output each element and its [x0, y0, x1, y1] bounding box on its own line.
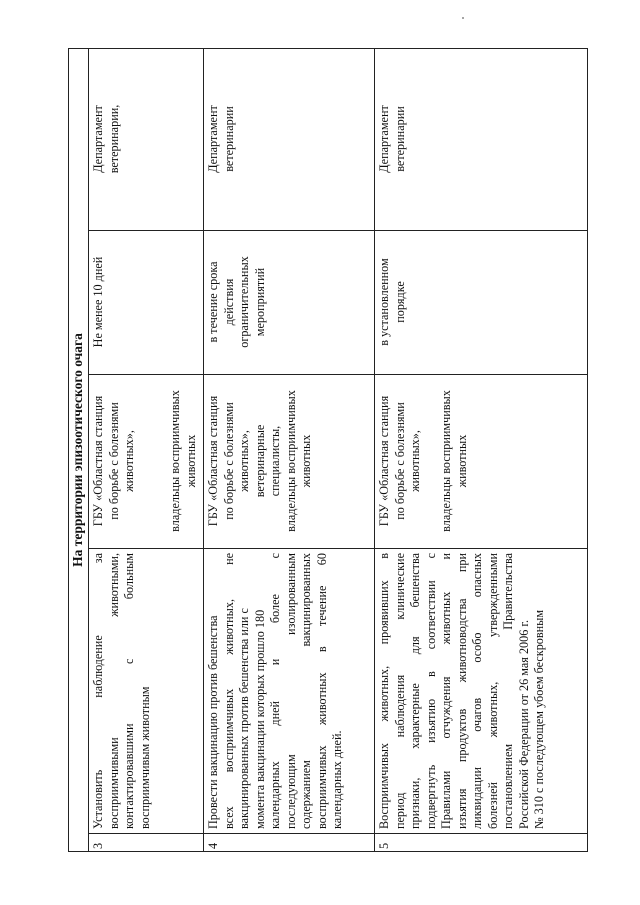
row-3-executor-line: ГБУ «Областная станция	[91, 395, 105, 527]
row-5-responsible-line: Департамент	[377, 105, 391, 173]
row-4-action-line: календарных дней и более с	[268, 553, 282, 829]
row-4-term-line: мероприятий	[252, 267, 267, 337]
row-4-executor-line: животных»,	[237, 430, 251, 492]
section-title: На территории эпизоотического очага	[70, 333, 85, 567]
row-5-executors-owners	[439, 377, 470, 545]
row-4-executor-line: по борьбе с болезнями	[221, 402, 236, 520]
row-4-action-line: последующим изолированным	[283, 553, 298, 829]
row-5-number: 5	[377, 842, 391, 849]
row-3-executors	[91, 377, 138, 545]
row-4-term-line: в течение срока	[206, 261, 220, 343]
row-5-action-line: Российской Федерации от 26 мая 2006 г.	[516, 619, 531, 829]
row-4-responsible-line: ветеринарии	[221, 106, 236, 172]
row-4-action-line: содержанием вакцинированных	[299, 553, 313, 829]
row-5-action-line: Правилами отчуждения животных и	[439, 553, 453, 829]
row-5-executor-line: животных	[454, 434, 469, 488]
row-4-action	[206, 553, 346, 829]
row-4-executors	[206, 377, 315, 545]
row-5-action-line: Восприимчивых животных, проявивших в	[377, 553, 391, 829]
row-3-responsible	[91, 51, 122, 227]
row-3-action-line: контактировавшими с больным	[122, 553, 136, 829]
row-5-action-line: постановлением Правительства	[501, 553, 515, 829]
col-divider-num	[88, 833, 588, 834]
row-5-action-line: изъятия продуктов животноводства при	[454, 553, 469, 829]
row-4-executor-line: животных	[299, 434, 313, 488]
row-3-executors-owners	[168, 377, 199, 545]
row-5-action-line: подвергнуть изъятию в соответствии с	[423, 553, 438, 829]
row-3-action-line: восприимчивым животным	[137, 686, 152, 829]
row-5-action-line: ликвидации очагов особо опасных	[470, 553, 484, 829]
row-5-action-line: признаки, характерные для бешенства	[408, 553, 422, 829]
row-3-action	[91, 553, 153, 829]
row-4-executor-line: специалисты,	[268, 425, 282, 497]
row-5-executor-line: владельцы восприимчивых	[439, 390, 453, 532]
row-3-term-line: Не менее 10 дней	[91, 256, 105, 348]
row-3-executor-line: животных»,	[122, 430, 136, 492]
row-3-term	[91, 233, 107, 371]
table-border-under-title	[88, 48, 89, 852]
row-4-action-line: календарных дней.	[330, 730, 344, 829]
row-5-action	[377, 553, 548, 829]
row-3-responsible-line: Департамент	[91, 105, 105, 173]
rotated-table	[68, 48, 588, 852]
row-4-action-line: всех восприимчивых животных, не	[221, 553, 236, 829]
row-4-action-line: восприимчивых животных в течение 60	[314, 553, 329, 829]
row-5-executor-line: ГБУ «Областная станция	[377, 395, 391, 527]
row-4-action-line: вакцинированных против бешенства или с	[237, 608, 251, 829]
col-divider-executors	[88, 374, 588, 375]
row-5-action-line: болезней животных, утвержденными	[485, 553, 500, 829]
row-4-action-line: момента вакцинации которых прошло 180	[252, 609, 267, 829]
row-3-number: 3	[91, 842, 105, 849]
row-4-executor-line: владельцы восприимчивых	[283, 390, 298, 532]
row-4-responsible	[206, 51, 237, 227]
row-4-term-line: действия	[221, 278, 236, 326]
row-4-number: 4	[206, 842, 220, 849]
row-4-executor-line: ГБУ «Областная станция	[206, 395, 220, 527]
table-border-right	[68, 48, 588, 49]
row-5-executor-line: животных»,	[408, 430, 422, 492]
col-divider-term	[88, 230, 588, 231]
row-5-term-line: в установленном	[377, 258, 391, 346]
row-5-action-line: № 310 с последующем убоем бескровным	[532, 609, 546, 829]
scan-speck	[462, 17, 464, 19]
table-border-left	[68, 851, 588, 852]
row-3-executor-line: по борьбе с болезнями	[106, 402, 121, 520]
row-4-term-line: ограничительных	[237, 256, 251, 348]
row-3-responsible-line: ветеринарии,	[106, 104, 121, 174]
row-5-responsible	[377, 51, 408, 227]
row-3-action-line: восприимчивыми животными,	[106, 553, 121, 829]
table-border-top	[68, 48, 69, 852]
row-3-executor-line: животных	[183, 434, 198, 488]
row-3-executor-line: владельцы восприимчивых	[168, 390, 182, 532]
row-4-executor-line: ветеринарные	[252, 424, 267, 498]
table-border-bottom	[587, 48, 588, 852]
row-4-action-line: Провести вакцинацию против бешенства	[206, 615, 220, 829]
row-5-responsible-line: ветеринарии	[392, 106, 407, 172]
row-5-term-line: порядке	[392, 281, 407, 323]
row-3-action-line: Установить наблюдение за	[91, 553, 105, 829]
row-5-executors	[377, 377, 424, 545]
row-5-executor-line: по борьбе с болезнями	[392, 402, 407, 520]
row-4-term	[206, 233, 268, 371]
row-5-term	[377, 233, 408, 371]
col-divider-action	[88, 548, 588, 549]
row-divider-1	[203, 48, 204, 852]
row-divider-2	[374, 48, 375, 852]
row-5-action-line: период наблюдения клинические	[392, 553, 407, 829]
row-4-responsible-line: Департамент	[206, 105, 220, 173]
